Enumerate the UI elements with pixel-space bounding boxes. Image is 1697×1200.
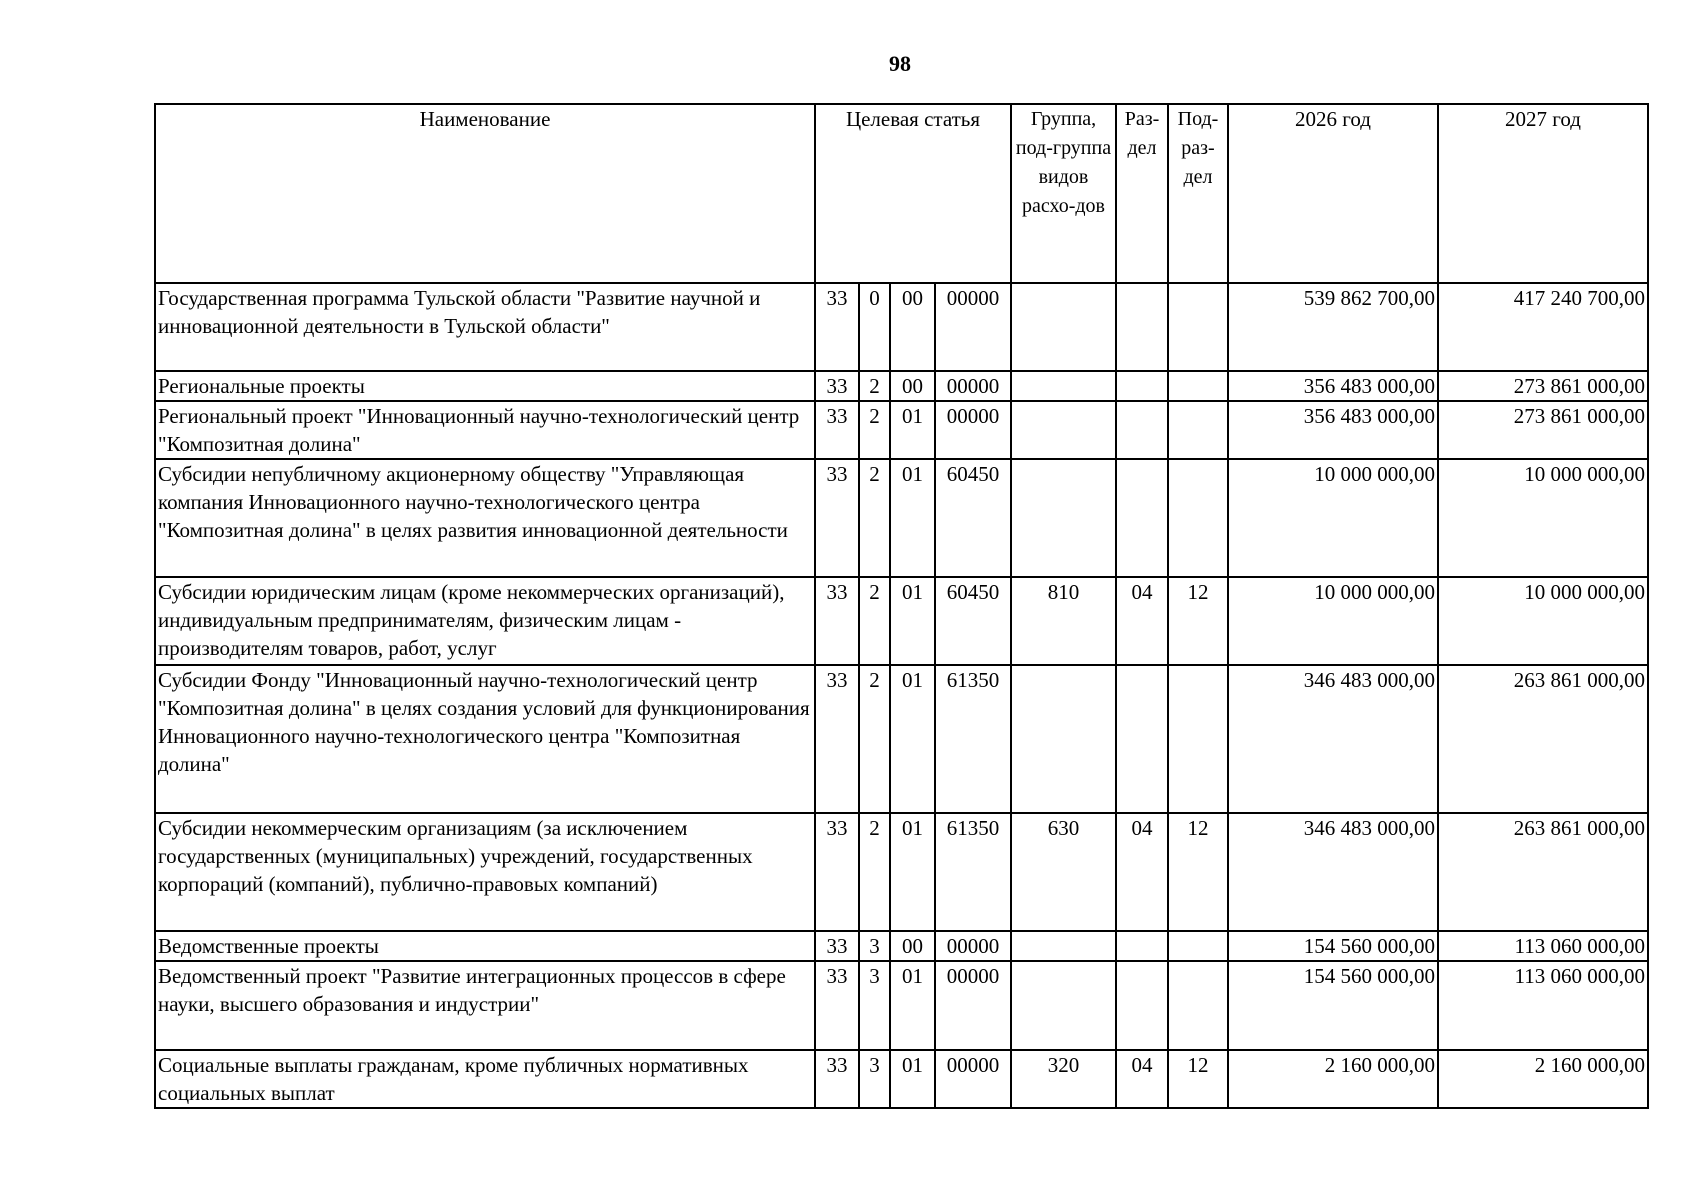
row-subsection: [1168, 459, 1228, 577]
row-code-event: 01: [890, 459, 935, 577]
row-code-direction: 00000: [935, 961, 1011, 1050]
header-expense-group: Группа, под-группа видов расхо-дов: [1011, 104, 1116, 283]
row-code-event: 01: [890, 577, 935, 665]
row-code-program: 33: [815, 371, 859, 401]
table-row: [155, 577, 1648, 665]
row-code-subprogram: 2: [859, 813, 890, 931]
row-amount-2026: 346 483 000,00: [1228, 813, 1438, 931]
row-subsection: [1168, 371, 1228, 401]
row-amount-2026: 539 862 700,00: [1228, 283, 1438, 371]
row-subsection: [1168, 401, 1228, 459]
row-amount-2026: 2 160 000,00: [1228, 1050, 1438, 1108]
row-name: Региональный проект "Инновационный научно-технологический центр "Композитная долина": [155, 401, 815, 459]
row-code-program: 33: [815, 401, 859, 459]
table-row: [155, 931, 1648, 961]
row-code-event: 01: [890, 1050, 935, 1108]
row-amount-2027: 263 861 000,00: [1438, 813, 1648, 931]
row-code-event: 00: [890, 283, 935, 371]
row-code-event: 01: [890, 961, 935, 1050]
table-row: [155, 1050, 1648, 1108]
row-amount-2027: 113 060 000,00: [1438, 931, 1648, 961]
row-name: Субсидии юридическим лицам (кроме некоммерческих организаций), индивидуальным предпринимателям, физическим лицам - производителям товаров, работ, услуг: [155, 577, 815, 665]
row-code-event: 01: [890, 813, 935, 931]
row-expense-group: [1011, 961, 1116, 1050]
row-section: [1116, 665, 1168, 813]
row-code-program: 33: [815, 577, 859, 665]
row-amount-2027: 273 861 000,00: [1438, 371, 1648, 401]
row-code-direction: 00000: [935, 1050, 1011, 1108]
row-code-subprogram: 2: [859, 665, 890, 813]
header-subsection: Под-раз-дел: [1168, 104, 1228, 283]
row-section: [1116, 459, 1168, 577]
row-amount-2026: 10 000 000,00: [1228, 577, 1438, 665]
header-year-2027: 2027 год: [1438, 104, 1648, 283]
row-expense-group: 810: [1011, 577, 1116, 665]
table-row: [155, 283, 1648, 371]
table-row: [155, 401, 1648, 459]
row-code-subprogram: 3: [859, 961, 890, 1050]
row-code-subprogram: 3: [859, 1050, 890, 1108]
row-amount-2026: 154 560 000,00: [1228, 961, 1438, 1050]
row-code-event: 00: [890, 371, 935, 401]
row-subsection: [1168, 283, 1228, 371]
table-row: [155, 813, 1648, 931]
row-name: Ведомственные проекты: [155, 931, 815, 961]
row-subsection: 12: [1168, 813, 1228, 931]
table-row: [155, 665, 1648, 813]
row-section: 04: [1116, 813, 1168, 931]
row-code-program: 33: [815, 961, 859, 1050]
row-section: [1116, 931, 1168, 961]
row-code-direction: 60450: [935, 577, 1011, 665]
header-section: Раз-дел: [1116, 104, 1168, 283]
row-code-direction: 61350: [935, 665, 1011, 813]
row-subsection: [1168, 665, 1228, 813]
row-amount-2027: 417 240 700,00: [1438, 283, 1648, 371]
row-expense-group: 320: [1011, 1050, 1116, 1108]
header-target-article: Целевая статья: [815, 104, 1011, 283]
row-expense-group: [1011, 665, 1116, 813]
row-name: Субсидии некоммерческим организациям (за исключением государственных (муниципальных) учреждений, государственных корпораций (компаний), публично-правовых компаний): [155, 813, 815, 931]
row-code-program: 33: [815, 665, 859, 813]
row-code-program: 33: [815, 283, 859, 371]
row-code-direction: 60450: [935, 459, 1011, 577]
row-expense-group: [1011, 931, 1116, 961]
row-subsection: [1168, 961, 1228, 1050]
header-name: Наименование: [155, 104, 815, 283]
row-code-event: 00: [890, 931, 935, 961]
row-section: 04: [1116, 577, 1168, 665]
row-code-event: 01: [890, 401, 935, 459]
row-expense-group: [1011, 371, 1116, 401]
row-name: Ведомственный проект "Развитие интеграционных процессов в сфере науки, высшего образования и индустрии": [155, 961, 815, 1050]
row-subsection: 12: [1168, 577, 1228, 665]
row-code-direction: 00000: [935, 931, 1011, 961]
page-number: 98: [889, 51, 911, 76]
row-amount-2026: 346 483 000,00: [1228, 665, 1438, 813]
row-code-program: 33: [815, 931, 859, 961]
row-expense-group: 630: [1011, 813, 1116, 931]
row-name: Социальные выплаты гражданам, кроме публичных нормативных социальных выплат: [155, 1050, 815, 1108]
row-amount-2026: 356 483 000,00: [1228, 401, 1438, 459]
header-year-2026: 2026 год: [1228, 104, 1438, 283]
row-expense-group: [1011, 459, 1116, 577]
row-amount-2027: 10 000 000,00: [1438, 459, 1648, 577]
row-expense-group: [1011, 283, 1116, 371]
row-code-subprogram: 3: [859, 931, 890, 961]
row-amount-2027: 263 861 000,00: [1438, 665, 1648, 813]
table-row: [155, 961, 1648, 1050]
row-code-program: 33: [815, 459, 859, 577]
row-name: Субсидии Фонду "Инновационный научно-технологический центр "Композитная долина" в целях создания условий для функционирования Инновационного научно-технологического центра "Композитная долина": [155, 665, 815, 813]
row-amount-2026: 154 560 000,00: [1228, 931, 1438, 961]
row-name: Государственная программа Тульской области "Развитие научной и инновационной деятельности в Тульской области": [155, 283, 815, 371]
row-section: [1116, 961, 1168, 1050]
row-amount-2027: 273 861 000,00: [1438, 401, 1648, 459]
row-name: Субсидии непубличному акционерному обществу "Управляющая компания Инновационного научно-технологического центра "Композитная долина" в целях развития инновационной деятельности: [155, 459, 815, 577]
row-subsection: [1168, 931, 1228, 961]
budget-table: [154, 103, 1649, 1109]
table-row: [155, 459, 1648, 577]
row-code-event: 01: [890, 665, 935, 813]
row-amount-2026: 356 483 000,00: [1228, 371, 1438, 401]
row-code-direction: 00000: [935, 401, 1011, 459]
row-code-program: 33: [815, 813, 859, 931]
row-code-direction: 00000: [935, 371, 1011, 401]
row-code-subprogram: 0: [859, 283, 890, 371]
row-amount-2026: 10 000 000,00: [1228, 459, 1438, 577]
row-amount-2027: 113 060 000,00: [1438, 961, 1648, 1050]
row-code-program: 33: [815, 1050, 859, 1108]
row-code-direction: 00000: [935, 283, 1011, 371]
row-name: Региональные проекты: [155, 371, 815, 401]
row-code-subprogram: 2: [859, 371, 890, 401]
row-code-direction: 61350: [935, 813, 1011, 931]
row-subsection: 12: [1168, 1050, 1228, 1108]
row-expense-group: [1011, 401, 1116, 459]
table-header-row: [155, 104, 1648, 283]
row-amount-2027: 10 000 000,00: [1438, 577, 1648, 665]
table-row: [155, 371, 1648, 401]
row-section: 04: [1116, 1050, 1168, 1108]
row-code-subprogram: 2: [859, 577, 890, 665]
row-section: [1116, 401, 1168, 459]
row-amount-2027: 2 160 000,00: [1438, 1050, 1648, 1108]
row-section: [1116, 283, 1168, 371]
row-code-subprogram: 2: [859, 401, 890, 459]
row-section: [1116, 371, 1168, 401]
row-code-subprogram: 2: [859, 459, 890, 577]
